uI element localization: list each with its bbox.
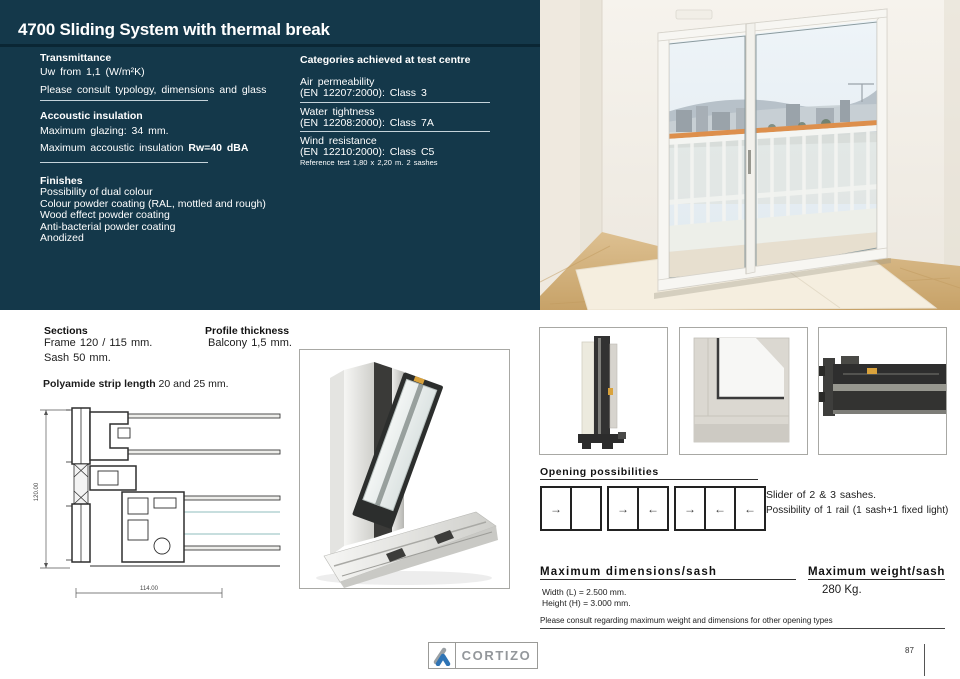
opening-diagram-2sash — [607, 486, 669, 531]
diagram-panel — [734, 486, 766, 531]
finishes-item: Anti-bacterial powder coating — [40, 220, 176, 233]
arrow-right-icon: → — [550, 501, 562, 516]
transmittance-consult: Please consult typology, dimensions and glass — [40, 84, 267, 96]
vertical-section-graphic — [540, 328, 667, 454]
opening-desc-line2: Possibility of 1 rail (1 sash+1 fixed light) — [766, 505, 949, 516]
profile-thickness-value: Balcony 1,5 mm. — [208, 337, 292, 349]
acoustic-insulation-text: Maximum accoustic insulation — [40, 142, 189, 154]
wall-vent — [676, 10, 712, 19]
category-name: Wind resistance — [300, 135, 377, 147]
max-weight-rule — [808, 579, 945, 580]
diagram-panel — [607, 486, 639, 531]
profile-outlines — [66, 408, 280, 566]
diagram-panel — [704, 486, 736, 531]
horizontal-section-graphic — [819, 328, 946, 454]
max-width: Width (L) = 2.500 mm. — [542, 587, 627, 597]
profile-thickness-heading: Profile thickness — [205, 325, 290, 337]
categories-heading: Categories achieved at test centre — [300, 54, 471, 66]
footer-rule — [540, 628, 945, 629]
page-title: 4700 Sliding System with thermal break — [18, 20, 330, 39]
finishes-item: Possibility of dual colour — [40, 186, 153, 198]
logo-mark — [432, 646, 452, 666]
page-number: 87 — [905, 646, 914, 655]
room-photo — [540, 0, 960, 310]
arrow-right-icon: → — [684, 501, 696, 516]
arrow-right-icon: → — [617, 501, 629, 516]
category-name: Air permeability — [300, 76, 375, 88]
sliding-door — [658, 9, 887, 291]
max-height: Height (H) = 3.000 mm. — [542, 598, 631, 608]
polyamide-label: Polyamide strip length — [43, 378, 156, 390]
door-handle — [748, 150, 751, 174]
finishes-item: Anodized — [40, 232, 84, 245]
cortizo-logo — [428, 642, 538, 669]
max-weight-value: 280 Kg. — [822, 584, 862, 596]
opening-rule — [540, 479, 758, 480]
cortizo-logo-icon — [429, 643, 456, 668]
transmittance-heading: Transmittance — [40, 52, 112, 64]
polyamide-value: 20 and 25 mm. — [155, 378, 229, 390]
category-note: Reference test 1,80 x 2,20 m. 2 sashes — [300, 158, 438, 167]
divider — [300, 131, 490, 132]
diagram-panel-fixed — [570, 486, 602, 531]
divider — [300, 102, 490, 103]
sections-frame: Frame 120 / 115 mm. — [44, 337, 153, 349]
diagram-panel — [637, 486, 669, 531]
max-dimensions-heading: Maximum dimensions/sash — [540, 566, 718, 578]
detail-box-horizontal-section — [818, 327, 947, 455]
sections-heading: Sections — [44, 325, 88, 337]
finishes-heading: Finishes — [40, 175, 83, 187]
arrow-left-icon: ← — [647, 501, 659, 516]
section-drawing — [24, 400, 288, 617]
title-divider — [0, 44, 540, 47]
acoustic-heading: Accoustic insulation — [40, 110, 143, 122]
arrow-left-icon: ← — [744, 501, 756, 516]
max-dimensions-rule — [540, 579, 796, 580]
detail-box-vertical-section — [539, 327, 668, 455]
transmittance-uw: Uw from 1,1 (W/m²K) — [40, 66, 145, 78]
frame-corner-graphic — [680, 328, 807, 454]
diagram-panel — [674, 486, 706, 531]
category-name: Water tightness — [300, 106, 375, 118]
finishes-list — [40, 187, 266, 245]
category-detail: (EN 12208:2000): Class 7A — [300, 117, 434, 129]
opening-diagram-3sash — [674, 486, 766, 531]
spec-panel — [0, 0, 540, 310]
max-weight-heading: Maximum weight/sash — [808, 566, 946, 578]
acoustic-insulation — [40, 142, 248, 154]
sections-sash: Sash 50 mm. — [44, 352, 111, 364]
category-detail: (EN 12210:2000): Class C5 — [300, 146, 435, 158]
divider — [40, 162, 208, 163]
divider — [40, 100, 208, 101]
dimension-horizontal-label: 114.00 — [140, 586, 158, 592]
room-photo-graphic — [540, 0, 960, 310]
profile-render-graphic — [300, 350, 509, 588]
opening-desc-line1: Slider of 2 & 3 sashes. — [766, 489, 877, 501]
acoustic-insulation-value: Rw=40 dBA — [188, 142, 249, 154]
opening-heading: Opening possibilities — [540, 466, 659, 478]
category-detail: (EN 12207:2000): Class 3 — [300, 87, 427, 99]
page-number-bar — [924, 644, 925, 676]
diagram-panel — [540, 486, 572, 531]
acoustic-glazing: Maximum glazing: 34 mm. — [40, 125, 169, 137]
cortizo-logo-text: CORTIZO — [461, 648, 532, 663]
dimension-vertical-label: 120.00 — [34, 482, 40, 502]
detail-box-frame-corner — [679, 327, 808, 455]
consult-note: Please consult regarding maximum weight and dimensions for other opening types — [540, 616, 833, 625]
arrow-left-icon: ← — [714, 501, 726, 516]
finishes-item: Colour powder coating (RAL, mottled and rough) — [40, 197, 266, 210]
section-drawing-graphic — [24, 400, 288, 612]
profile-render-box — [299, 349, 510, 589]
balcony-view — [667, 84, 879, 279]
finishes-item: Wood effect powder coating — [40, 209, 170, 222]
polyamide-line — [43, 378, 229, 390]
opening-diagram-2sash-1rail — [540, 486, 602, 531]
